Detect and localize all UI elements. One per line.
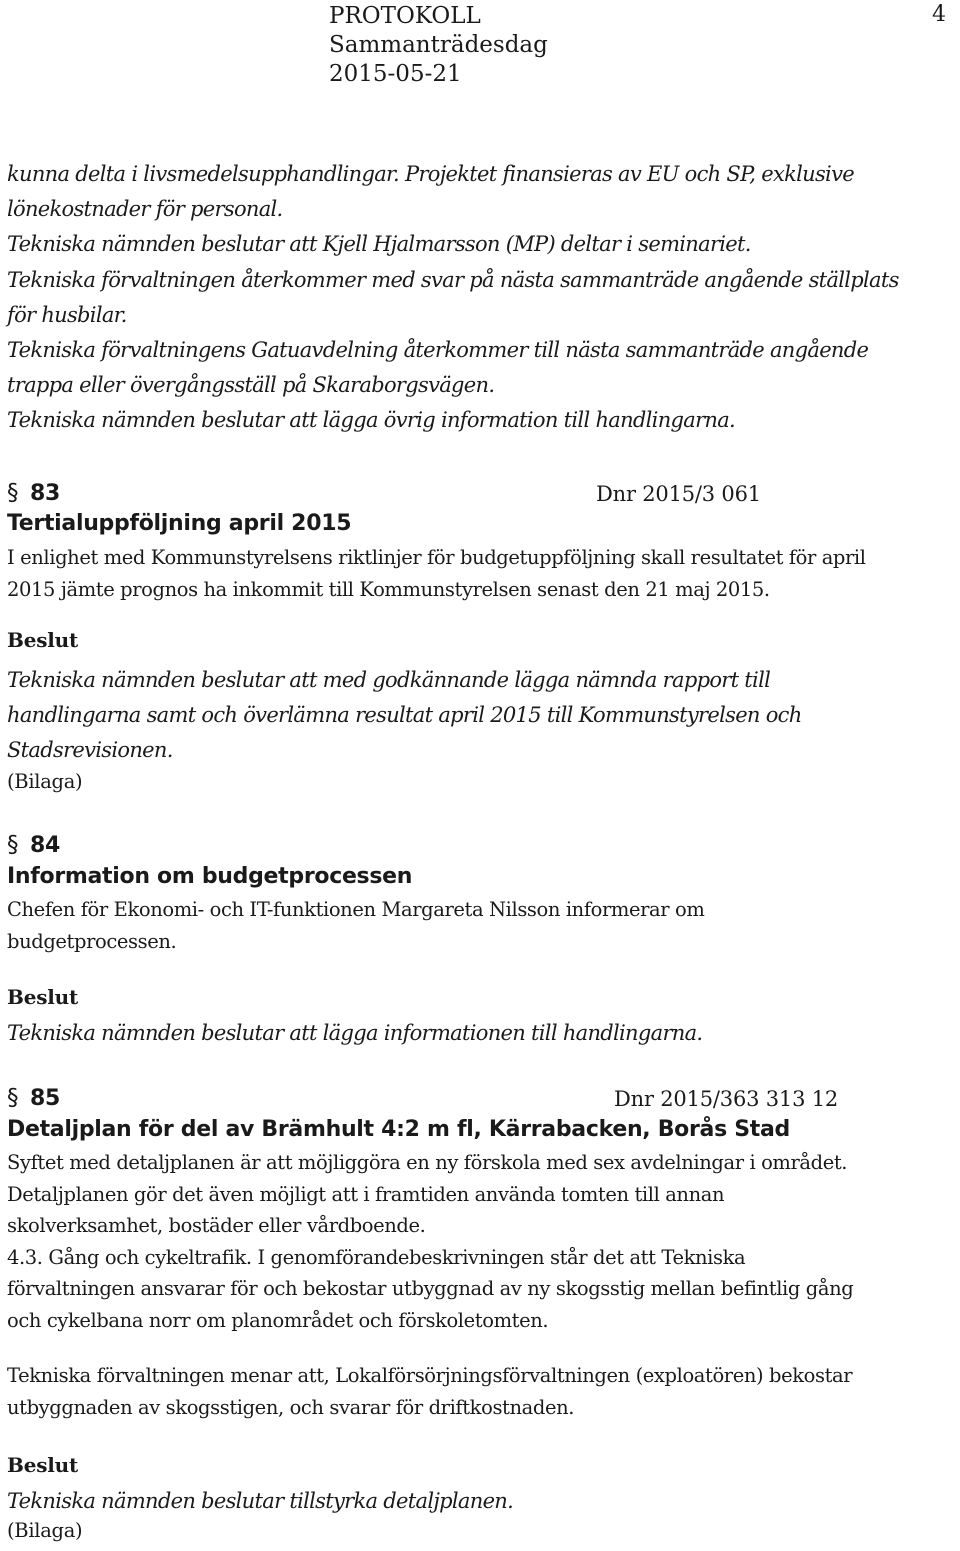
- section-number: 85: [30, 1086, 61, 1111]
- section-body: [7, 542, 866, 605]
- body-line: förvaltningen ansvarar för och bekostar utbyggnad av ny skogsstig mellan befintlig gång: [7, 1277, 854, 1300]
- body-line: Syftet med detaljplanen är att möjliggöra en ny förskola med sex avdelningar i området.: [7, 1151, 848, 1174]
- decision-text: [7, 1484, 513, 1519]
- meeting-label: Sammanträdesdag: [329, 32, 548, 58]
- decision-line: Stadsrevisionen.: [7, 738, 173, 762]
- intro-line: Tekniska förvaltningens Gatuavdelning återkommer till nästa sammanträde angående: [7, 338, 869, 363]
- body-line: och cykelbana norr om planområdet och förskoletomten.: [7, 1308, 549, 1332]
- intro-line: lönekostnader för personal.: [7, 197, 283, 222]
- body-line: 4.3. Gång och cykeltrafik. I genomförandebeskrivningen står det att Tekniska: [7, 1245, 746, 1269]
- body-line: I enlighet med Kommunstyrelsens riktlinjer för budgetuppföljning skall resultatet för april: [7, 546, 866, 569]
- section-title: Tertialuppföljning april 2015: [7, 511, 352, 536]
- beslut-label: Beslut: [7, 628, 79, 652]
- intro-line: Tekniska nämnden beslutar att Kjell Hjalmarsson (MP) deltar i seminariet.: [7, 232, 751, 257]
- section-title: Detaljplan för del av Brämhult 4:2 m fl, Kärrabacken, Borås Stad: [7, 1117, 791, 1142]
- intro-line: Tekniska nämnden beslutar att lägga övrig information till handlingarna.: [7, 408, 736, 433]
- section-number: 83: [30, 481, 61, 506]
- section-title: Information om budgetprocessen: [7, 864, 413, 889]
- document-title: PROTOKOLL: [329, 3, 481, 29]
- decision-line: Tekniska nämnden beslutar tillstyrka detaljplanen.: [7, 1489, 514, 1513]
- section-body-continued: [7, 1360, 852, 1423]
- body-line: Detaljplanen gör det även möjligt att i framtiden använda tomten till annan: [7, 1182, 725, 1206]
- body-line: utbyggnaden av skogsstigen, och svarar för driftkostnaden.: [7, 1395, 575, 1419]
- intro-line: kunna delta i livsmedelsupphandlingar. Projektet finansieras av EU och SP, exklusive: [7, 162, 854, 186]
- section-symbol: §: [7, 832, 19, 858]
- body-line: budgetprocessen.: [7, 929, 177, 953]
- intro-paragraph: [7, 157, 899, 439]
- beslut-label: Beslut: [7, 985, 79, 1009]
- body-line: skolverksamhet, bostäder eller vårdboende.: [7, 1214, 426, 1237]
- section-body: [7, 1147, 853, 1336]
- section-symbol: §: [7, 1085, 19, 1111]
- body-line: Chefen för Ekonomi- och IT-funktionen Margareta Nilsson informerar om: [7, 898, 705, 921]
- section-symbol: §: [7, 480, 19, 506]
- intro-line: för husbilar.: [7, 302, 127, 327]
- meeting-date: 2015-05-21: [329, 61, 462, 87]
- decision-text: [7, 1016, 702, 1051]
- attachment-note: (Bilaga): [7, 770, 83, 793]
- body-line: 2015 jämte prognos ha inkommit till Kommunstyrelsen senast den 21 maj 2015.: [7, 577, 770, 601]
- decision-line: Tekniska nämnden beslutar att med godkännande lägga nämnda rapport till: [7, 668, 771, 692]
- beslut-label: Beslut: [7, 1453, 79, 1477]
- diary-number: Dnr 2015/3 061: [596, 482, 761, 506]
- page-number: 4: [932, 2, 946, 27]
- intro-line: trappa eller övergångsställ på Skaraborgsvägen.: [7, 373, 495, 398]
- section-number: 84: [30, 833, 61, 858]
- decision-line: Tekniska nämnden beslutar att lägga informationen till handlingarna.: [7, 1021, 703, 1045]
- attachment-note: (Bilaga): [7, 1519, 83, 1542]
- decision-text: [7, 663, 802, 768]
- diary-number: Dnr 2015/363 313 12: [614, 1087, 839, 1111]
- intro-line: Tekniska förvaltningen återkommer med svar på nästa sammanträde angående ställplats: [7, 267, 899, 292]
- section-body: [7, 894, 704, 957]
- body-line: Tekniska förvaltningen menar att, Lokalförsörjningsförvaltningen (exploatören) bekostar: [7, 1364, 853, 1387]
- decision-line: handlingarna samt och överlämna resultat april 2015 till Kommunstyrelsen och: [7, 703, 802, 727]
